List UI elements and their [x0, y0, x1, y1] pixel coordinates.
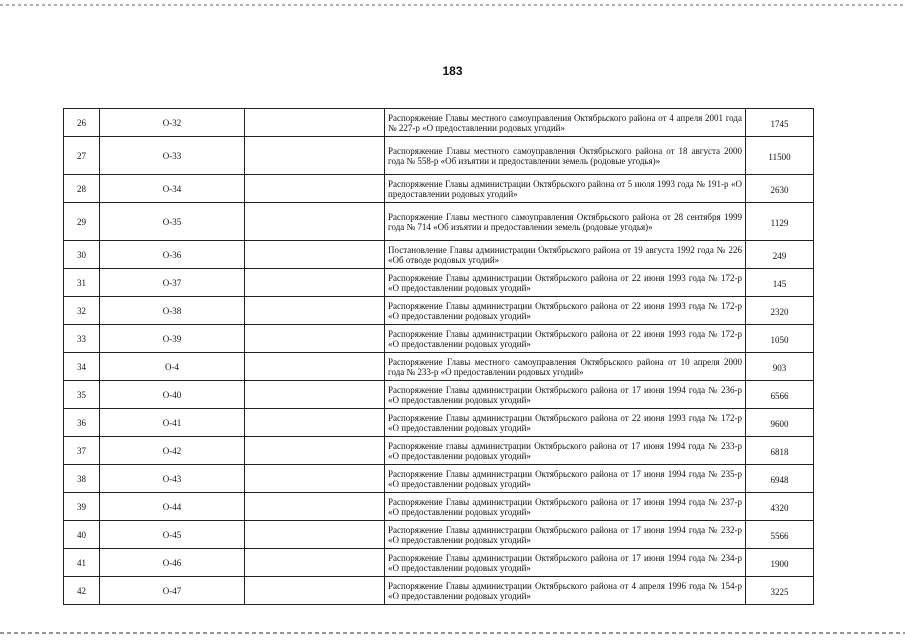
- area-cell: 6566: [746, 381, 814, 409]
- area-cell: 11500: [746, 137, 814, 175]
- area-cell: 1129: [746, 203, 814, 241]
- table-row: [64, 203, 814, 241]
- table-row: [64, 521, 814, 549]
- empty-cell: [245, 353, 385, 381]
- empty-cell: [245, 409, 385, 437]
- document-cell: Распоряжение Главы местного самоуправления Октябрьского района от 28 сентября 1999 года № 714 «Об изъятии и предоставлении земель (родовые угодья)»: [385, 203, 746, 241]
- row-number-cell: 40: [64, 521, 100, 549]
- plot-code-cell: О-37: [100, 269, 245, 297]
- plot-code-cell: О-40: [100, 381, 245, 409]
- empty-cell: [245, 269, 385, 297]
- empty-cell: [245, 577, 385, 605]
- row-number-cell: 35: [64, 381, 100, 409]
- row-number-cell: 36: [64, 409, 100, 437]
- empty-cell: [245, 203, 385, 241]
- empty-cell: [245, 137, 385, 175]
- table-row: [64, 353, 814, 381]
- plot-code-cell: О-36: [100, 241, 245, 269]
- scan-edge-bottom: [0, 632, 905, 634]
- row-number-cell: 41: [64, 549, 100, 577]
- document-cell: Распоряжение Главы местного самоуправления Октябрьского района от 10 апреля 2000 года № 233-р «О предоставлении родовых угодий»: [385, 353, 746, 381]
- plot-code-cell: О-33: [100, 137, 245, 175]
- document-cell: Распоряжение Главы администрации Октябрьского района от 17 июня 1994 года № 235-р «О предоставлении родовых угодий»: [385, 465, 746, 493]
- document-cell: Постановление Главы администрации Октябрьского района от 19 августа 1992 года № 226 «Об отводе родовых угодий»: [385, 241, 746, 269]
- empty-cell: [245, 549, 385, 577]
- document-cell: Распоряжение Главы администрации Октябрьского района от 22 июня 1993 года № 172-р «О предоставлении родовых угодий»: [385, 269, 746, 297]
- row-number-cell: 27: [64, 137, 100, 175]
- plot-code-cell: О-38: [100, 297, 245, 325]
- empty-cell: [245, 465, 385, 493]
- area-cell: 2630: [746, 175, 814, 203]
- table-row: [64, 437, 814, 465]
- plot-code-cell: О-46: [100, 549, 245, 577]
- document-cell: Распоряжение Главы местного самоуправления Октябрьского района от 4 апреля 2001 года № 227-р «О предоставлении родовых угодий»: [385, 109, 746, 137]
- table-row: [64, 493, 814, 521]
- plot-code-cell: О-41: [100, 409, 245, 437]
- document-cell: Распоряжение Главы администрации Октябрьского района от 17 июня 1994 года № 237-р «О предоставлении родовых угодий»: [385, 493, 746, 521]
- area-cell: 249: [746, 241, 814, 269]
- area-cell: 9600: [746, 409, 814, 437]
- table-row: [64, 297, 814, 325]
- row-number-cell: 33: [64, 325, 100, 353]
- table-row: [64, 175, 814, 203]
- area-cell: 6948: [746, 465, 814, 493]
- document-cell: Распоряжение Главы администрации Октябрьского района от 4 апреля 1996 года № 154-р «О предоставлении родовых угодий»: [385, 577, 746, 605]
- document-cell: Распоряжение Главы администрации Октябрьского района от 17 июня 1994 года № 234-р «О предоставлении родовых угодий»: [385, 549, 746, 577]
- row-number-cell: 31: [64, 269, 100, 297]
- row-number-cell: 30: [64, 241, 100, 269]
- empty-cell: [245, 109, 385, 137]
- plot-code-cell: О-47: [100, 577, 245, 605]
- table-row: [64, 269, 814, 297]
- land-allocation-table: [63, 108, 814, 605]
- area-cell: 3225: [746, 577, 814, 605]
- plot-code-cell: О-45: [100, 521, 245, 549]
- row-number-cell: 37: [64, 437, 100, 465]
- table-row: [64, 577, 814, 605]
- table-row: [64, 137, 814, 175]
- plot-code-cell: О-39: [100, 325, 245, 353]
- plot-code-cell: О-35: [100, 203, 245, 241]
- plot-code-cell: О-42: [100, 437, 245, 465]
- area-cell: 1900: [746, 549, 814, 577]
- empty-cell: [245, 521, 385, 549]
- row-number-cell: 38: [64, 465, 100, 493]
- document-cell: Распоряжение Главы администрации Октябрьского района от 17 июня 1994 года № 236-р «О предоставлении родовых угодий»: [385, 381, 746, 409]
- area-cell: 145: [746, 269, 814, 297]
- table-body: [64, 109, 814, 605]
- row-number-cell: 42: [64, 577, 100, 605]
- area-cell: 4320: [746, 493, 814, 521]
- table-row: [64, 381, 814, 409]
- area-cell: 6818: [746, 437, 814, 465]
- scan-edge-top: [0, 4, 905, 6]
- empty-cell: [245, 381, 385, 409]
- document-cell: Распоряжение Главы администрации Октябрьского района от 5 июля 1993 года № 191-р «О предоставлении родовых угодий»: [385, 175, 746, 203]
- table-row: [64, 465, 814, 493]
- empty-cell: [245, 493, 385, 521]
- document-cell: Распоряжение Главы администрации Октябрьского района от 22 июня 1993 года № 172-р «О предоставлении родовых угодий»: [385, 325, 746, 353]
- table-row: [64, 325, 814, 353]
- empty-cell: [245, 241, 385, 269]
- row-number-cell: 29: [64, 203, 100, 241]
- table-row: [64, 241, 814, 269]
- page-number: 183: [442, 64, 463, 78]
- empty-cell: [245, 175, 385, 203]
- table-row: [64, 409, 814, 437]
- table-row: [64, 549, 814, 577]
- area-cell: 5566: [746, 521, 814, 549]
- area-cell: 1745: [746, 109, 814, 137]
- area-cell: 903: [746, 353, 814, 381]
- plot-code-cell: О-44: [100, 493, 245, 521]
- document-cell: Распоряжение Главы администрации Октябрьского района от 22 июня 1993 года № 172-р «О предоставлении родовых угодий»: [385, 409, 746, 437]
- area-cell: 1050: [746, 325, 814, 353]
- plot-code-cell: О-4: [100, 353, 245, 381]
- empty-cell: [245, 297, 385, 325]
- document-cell: Распоряжение главы администрации Октябрьского района от 17 июня 1994 года № 233-р «О предоставлении родовых угодий»: [385, 437, 746, 465]
- document-cell: Распоряжение Главы местного самоуправления Октябрьского района от 18 августа 2000 года № 558-р «Об изъятии и предоставлении земель (родовые угодья)»: [385, 137, 746, 175]
- table-row: [64, 109, 814, 137]
- row-number-cell: 28: [64, 175, 100, 203]
- empty-cell: [245, 437, 385, 465]
- document-cell: Распоряжение Главы администрации Октябрьского района от 17 июня 1994 года № 232-р «О предоставлении родовых угодий»: [385, 521, 746, 549]
- empty-cell: [245, 325, 385, 353]
- area-cell: 2320: [746, 297, 814, 325]
- row-number-cell: 26: [64, 109, 100, 137]
- document-cell: Распоряжение Главы администрации Октябрьского района от 22 июня 1993 года № 172-р «О предоставлении родовых угодий»: [385, 297, 746, 325]
- plot-code-cell: О-32: [100, 109, 245, 137]
- row-number-cell: 39: [64, 493, 100, 521]
- row-number-cell: 34: [64, 353, 100, 381]
- row-number-cell: 32: [64, 297, 100, 325]
- plot-code-cell: О-34: [100, 175, 245, 203]
- plot-code-cell: О-43: [100, 465, 245, 493]
